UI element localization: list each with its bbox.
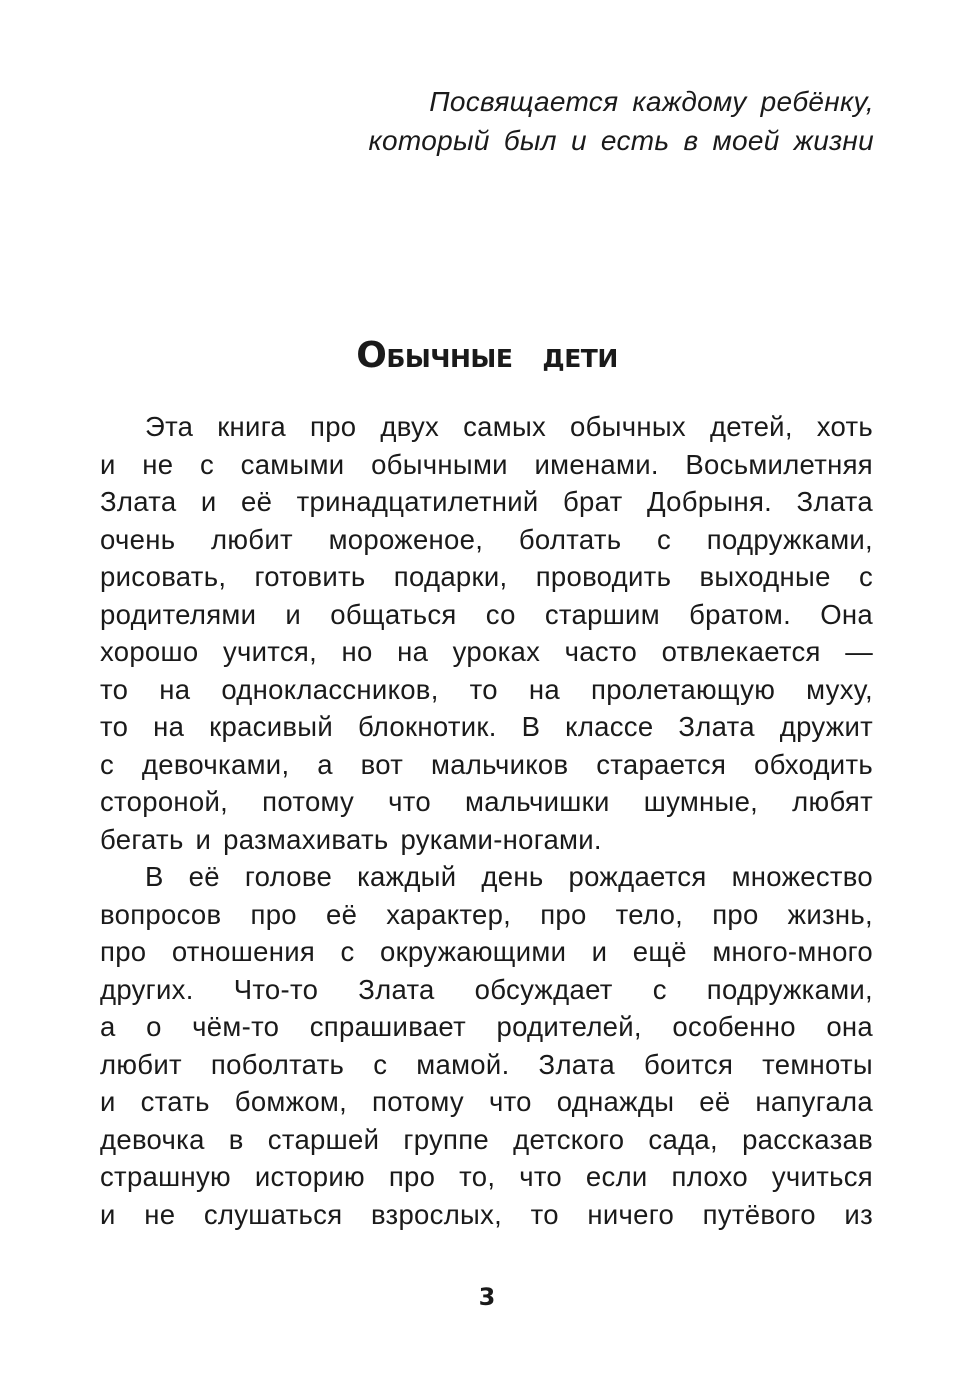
paragraph-1-line: то на красивый блокнотик. В классе Злата дружит	[100, 711, 873, 742]
paragraph-1-line: Злата и её тринадцатилетний брат Добрыня. Злата	[100, 486, 873, 517]
epigraph	[369, 82, 874, 160]
paragraph-2-line: про отношения с окружающими и ещё много-много	[100, 936, 873, 967]
paragraph-1-line: с девочками, а вот мальчиков старается обходить	[100, 748, 873, 780]
paragraph-2-line: и стать бомжом, потому что однажды её напугала	[100, 1086, 873, 1117]
paragraph-1-line: стороной, потому что мальчишки шумные, любят	[100, 786, 873, 817]
paragraph-2-line: и не слушаться взрослых, то ничего путёвого из	[100, 1198, 873, 1230]
paragraph-1-line: очень любит мороженое, болтать с подружками,	[100, 523, 873, 555]
paragraph-1-line: и не с самыми обычными именами. Восьмилетняя	[100, 448, 873, 480]
paragraph-2-line: вопросов про её характер, про тело, про жизнь,	[100, 898, 873, 930]
paragraph-1-line: рисовать, готовить подарки, проводить выходные с	[100, 561, 873, 592]
chapter-body	[100, 408, 873, 1233]
paragraph-2-line: а о чём-то спрашивает родителей, особенно она	[100, 1011, 873, 1042]
paragraph-2-line: страшную историю про то, что если плохо учиться	[100, 1161, 873, 1192]
epigraph-line: который был и есть в моей жизни	[368, 125, 874, 156]
paragraph-1-line: бегать и размахивать руками-ногами.	[100, 823, 602, 855]
paragraph-1-line: хорошо учится, но на уроках часто отвлекается —	[100, 636, 873, 667]
epigraph-line: Посвящается каждому ребёнку,	[429, 86, 874, 117]
page-number: 3	[478, 1283, 496, 1311]
paragraph-1-line: Эта книга про двух самых обычных детей, хоть	[145, 411, 873, 442]
paragraph-1-line: родителями и общаться со старшим братом. Она	[100, 598, 873, 630]
paragraph-2-line: В её голове каждый день рождается множество	[145, 861, 873, 892]
paragraph-2-line: любит поболтать с мамой. Злата боится темноты	[100, 1048, 873, 1080]
paragraph-1-line: то на одноклассников, то на пролетающую муху,	[100, 673, 873, 705]
paragraph-2-line: девочка в старшей группе детского сада, рассказав	[100, 1123, 873, 1155]
paragraph-2-line: других. Что-то Злата обсуждает с подружками,	[100, 973, 873, 1005]
chapter-title: Обычные дети	[356, 335, 618, 376]
